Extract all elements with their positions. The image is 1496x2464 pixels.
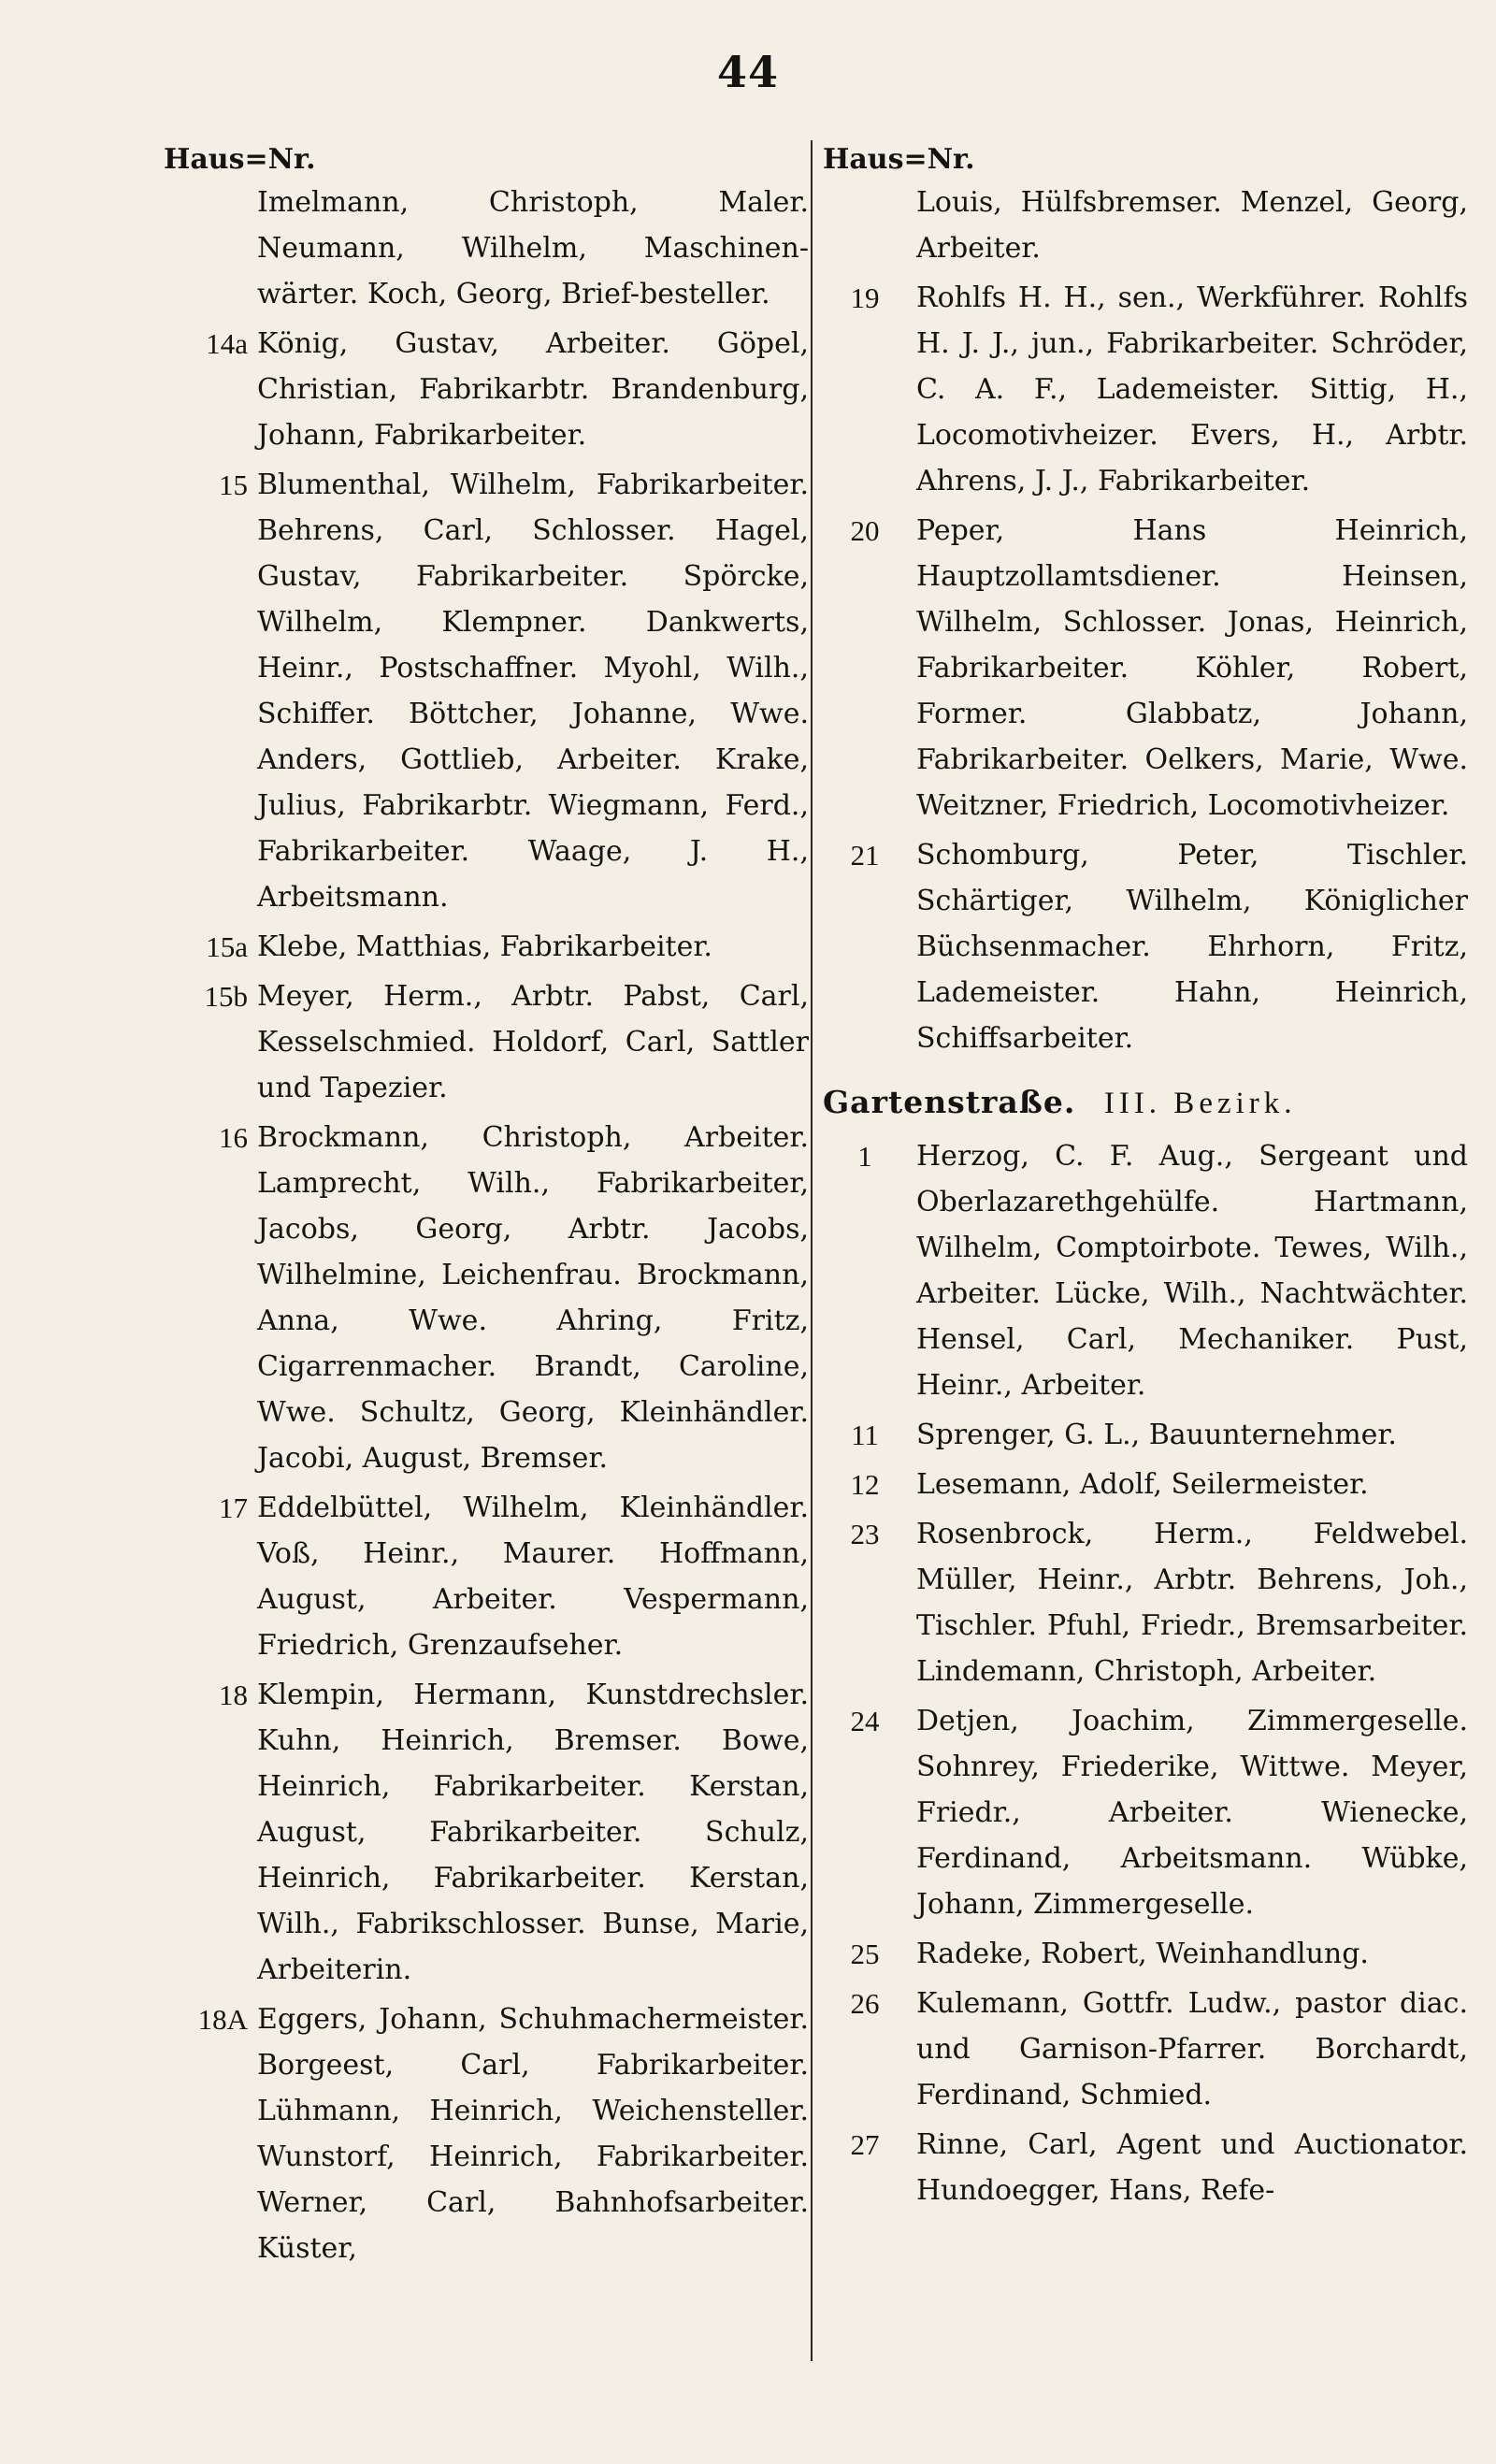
house-number: 20: [850, 514, 880, 547]
resident-list: Louis, Hülfsbremser. Menzel, Georg, Arbeiter.: [916, 186, 1468, 265]
house-number: 18: [219, 1679, 248, 1711]
house-number: 1: [857, 1140, 872, 1173]
directory-entry: [823, 1462, 1468, 1507]
directory-entry: [164, 1996, 809, 2271]
section-entries: [823, 1133, 1468, 2213]
right-column: [823, 140, 1468, 2217]
resident-list: Kulemann, Gottfr. Ludw., pastor diac. und Garnison-Pfarrer. Borchardt, Ferdinand, Schmied.: [916, 1987, 1468, 2111]
directory-entry: [164, 462, 809, 920]
directory-entry: [823, 832, 1468, 1061]
directory-entry: [164, 973, 809, 1111]
house-number: 11: [851, 1419, 879, 1451]
resident-list: Imelmann, Christoph, Maler. Neumann, Wilhelm, Maschinen-wärter. Koch, Georg, Brief-besteller.: [257, 186, 809, 310]
resident-list: Peper, Hans Heinrich, Hauptzollamtsdiener. Heinsen, Wilhelm, Schlosser. Jonas, Heinrich, Fabrikarbeiter. Köhler, Robert, Former. Glabbatz, Johann, Fabrikarbeiter. Oelkers, Marie, Wwe. Weitzner, Friedrich, Locomotivheizer.: [916, 514, 1468, 822]
directory-entry: [823, 1981, 1468, 2118]
resident-list: Lesemann, Adolf, Seilermeister.: [916, 1468, 1369, 1501]
directory-entry: [823, 180, 1468, 271]
directory-entry: [823, 1412, 1468, 1458]
house-number: 19: [850, 281, 880, 314]
directory-entry: [823, 1133, 1468, 1408]
house-number: 23: [850, 1518, 880, 1550]
directory-entry: [823, 1931, 1468, 1977]
directory-entry: [823, 1698, 1468, 1927]
directory-entry: [164, 924, 809, 970]
directory-entry: [164, 1115, 809, 1481]
left-entries: [164, 180, 809, 2271]
directory-entry: [164, 1672, 809, 1993]
resident-list: König, Gustav, Arbeiter. Göpel, Christian, Fabrikarbtr. Brandenburg, Johann, Fabrikarbeiter.: [257, 327, 809, 452]
directory-entry: [823, 2122, 1468, 2213]
resident-list: Blumenthal, Wilhelm, Fabrikarbeiter. Behrens, Carl, Schlosser. Hagel, Gustav, Fabrikarbeiter. Spörcke, Wilhelm, Klempner. Dankwerts, Heinr., Postschaffner. Myohl, Wilh., Schiffer. Böttcher, Johanne, Wwe. Anders, Gottlieb, Arbeiter. Krake, Julius, Fabrikarbtr. Wiegmann, Ferd., Fabrikarbeiter. Waage, J. H., Arbeitsmann.: [257, 468, 809, 914]
resident-list: Eggers, Johann, Schuhmachermeister. Borgeest, Carl, Fabrikarbeiter. Lühmann, Heinrich, Weichensteller. Wunstorf, Heinrich, Fabrikarbeiter. Werner, Carl, Bahnhofsarbeiter. Küster,: [257, 2003, 809, 2265]
resident-list: Radeke, Robert, Weinhandlung.: [916, 1938, 1369, 1970]
directory-entry: [164, 1485, 809, 1668]
resident-list: Brockmann, Christoph, Arbeiter. Lamprecht, Wilh., Fabrikarbeiter, Jacobs, Georg, Arbtr. Jacobs, Wilhelmine, Leichenfrau. Brockmann, Anna, Wwe. Ahring, Fritz, Cigarrenmacher. Brandt, Caroline, Wwe. Schultz, Georg, Kleinhändler. Jacobi, August, Bremser.: [257, 1121, 809, 1475]
directory-entry: [164, 321, 809, 458]
resident-list: Rohlfs H. H., sen., Werkführer. Rohlfs H. J. J., jun., Fabrikarbeiter. Schröder, C. A. F., Lademeister. Sittig, H., Locomotivheizer. Evers, H., Arbtr. Ahrens, J. J., Fabrikarbeiter.: [916, 281, 1468, 497]
resident-list: Herzog, C. F. Aug., Sergeant und Oberlazarethgehülfe. Hartmann, Wilhelm, Comptoirbote. Tewes, Wilh., Arbeiter. Lücke, Wilh., Nachtwächter. Hensel, Carl, Mechaniker. Pust, Heinr., Arbeiter.: [916, 1140, 1468, 1402]
resident-list: Meyer, Herm., Arbtr. Pabst, Carl, Kesselschmied. Holdorf, Carl, Sattler und Tapezier.: [257, 980, 809, 1104]
section-heading: [823, 1078, 1468, 1128]
directory-entry: [164, 180, 809, 317]
resident-list: Eddelbüttel, Wilhelm, Kleinhändler. Voß, Heinr., Maurer. Hoffmann, August, Arbeiter. Vespermann, Friedrich, Grenzaufseher.: [257, 1491, 809, 1662]
right-entries: [823, 180, 1468, 1061]
district-label: III. Bezirk.: [1103, 1087, 1297, 1120]
house-number: 16: [219, 1121, 248, 1154]
house-number: 26: [850, 1987, 880, 2020]
resident-list: Klebe, Matthias, Fabrikarbeiter.: [257, 930, 712, 963]
resident-list: Klempin, Hermann, Kunstdrechsler. Kuhn, Heinrich, Bremser. Bowe, Heinrich, Fabrikarbeiter. Kerstan, August, Fabrikarbeiter. Schulz, Heinrich, Fabrikarbeiter. Kerstan, Wilh., Fabrikschlosser. Bunse, Marie, Arbeiterin.: [257, 1679, 809, 1986]
house-number: 17: [219, 1491, 248, 1524]
left-column: [164, 140, 809, 2275]
street-name: Gartenstraße.: [823, 1084, 1076, 1120]
house-number-header: Haus=Nr.: [823, 143, 975, 176]
resident-list: Schomburg, Peter, Tischler. Schärtiger, Wilhelm, Königlicher Büchsenmacher. Ehrhorn, Fritz, Lademeister. Hahn, Heinrich, Schiffsarbeiter.: [916, 839, 1468, 1055]
directory-entry: [823, 1511, 1468, 1694]
house-number: 15: [219, 468, 248, 501]
house-number: 24: [850, 1705, 880, 1737]
house-number: 21: [850, 839, 880, 872]
house-number-header: Haus=Nr.: [164, 143, 316, 176]
house-number: 18A: [197, 2003, 248, 2036]
resident-list: Rinne, Carl, Agent und Auctionator. Hundoegger, Hans, Refe-: [916, 2128, 1468, 2207]
house-number: 15a: [206, 930, 248, 963]
resident-list: Detjen, Joachim, Zimmergeselle. Sohnrey, Friederike, Wittwe. Meyer, Friedr., Arbeiter. Wienecke, Ferdinand, Arbeitsmann. Wübke, Johann, Zimmergeselle.: [916, 1705, 1468, 1921]
page-number: 44: [716, 47, 779, 97]
house-number: 12: [850, 1468, 880, 1501]
directory-entry: [823, 508, 1468, 829]
house-number: 15b: [204, 980, 248, 1013]
house-number: 25: [850, 1938, 880, 1970]
resident-list: Sprenger, G. L., Bauunternehmer.: [916, 1419, 1397, 1451]
resident-list: Rosenbrock, Herm., Feldwebel. Müller, Heinr., Arbtr. Behrens, Joh., Tischler. Pfuhl, Friedr., Bremsarbeiter. Lindemann, Christoph, Arbeiter.: [916, 1518, 1468, 1688]
directory-entry: [823, 275, 1468, 504]
house-number: 27: [850, 2128, 880, 2161]
house-number: 14a: [206, 327, 248, 360]
column-divider: [811, 140, 813, 2361]
